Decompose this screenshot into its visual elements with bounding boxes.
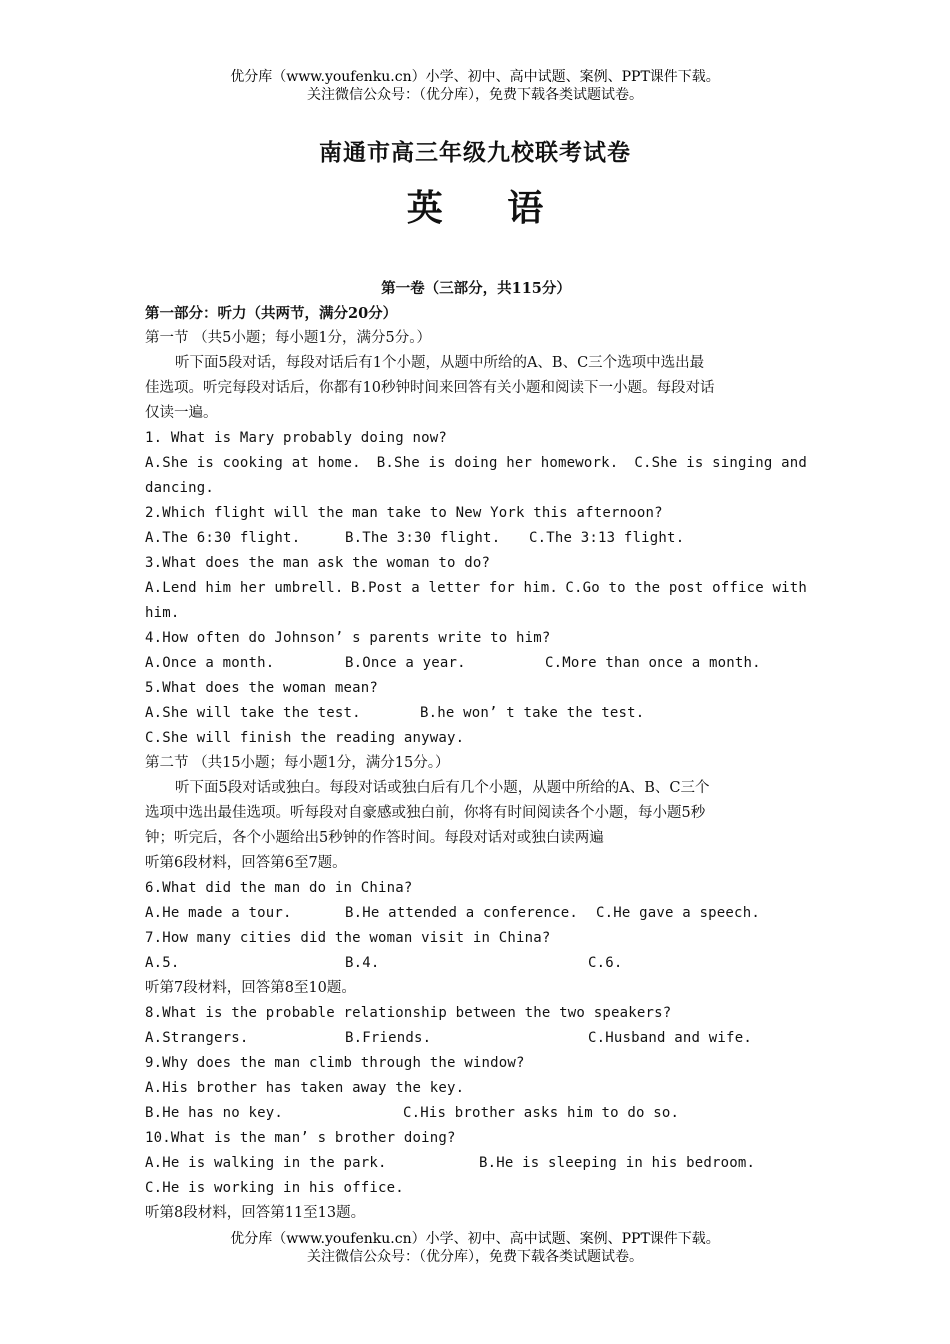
question-stem: 1. What is Mary probably doing now?	[145, 430, 448, 446]
option-b: B.He attended a conference.	[345, 905, 578, 921]
option-b: B.The 3:30 flight.	[345, 530, 501, 546]
option-c: C.Husband and wife.	[588, 1030, 752, 1046]
question-stem: 6.What did the man do in China?	[145, 880, 413, 896]
option-b: B.He is sleeping in his bedroom.	[479, 1155, 756, 1171]
material-heading: 听第8段材料，回答第11至13题。	[145, 1205, 366, 1221]
option-c: C.He gave a speech.	[596, 905, 760, 921]
exam-body	[145, 276, 807, 1226]
option-b: B.4.	[345, 955, 380, 971]
question-options	[145, 526, 807, 551]
part1-heading: 第一部分：听力（共两节，满分20分）	[145, 305, 398, 322]
question-stem: 7.How many cities did the woman visit in China?	[145, 930, 551, 946]
section2-instruction: 选项中选出最佳选项。听每段对自豪感或独白前，你将有时间阅读各个小题，每小题5秒	[145, 805, 706, 821]
option-c: C.6.	[588, 955, 623, 971]
section1-instruction: 佳选项。听完每段对话后，你都有10秒钟时间来回答有关小题和阅读下一小题。每段对话	[145, 380, 715, 396]
section2-heading: 第二节 （共15小题；每小题1分，满分15分。）	[145, 755, 450, 771]
watermark-line-2: 关注微信公众号：（优分库），免费下载各类试题试卷。	[307, 1249, 643, 1265]
option-a: A.She is cooking at home.	[145, 455, 361, 471]
question-options	[145, 1101, 807, 1126]
option-a: A.Strangers.	[145, 1030, 249, 1046]
option-c: C.She will finish the reading anyway.	[145, 730, 465, 746]
option-c-continued: dancing.	[145, 480, 215, 496]
option-c: C.The 3:13 flight.	[529, 530, 685, 546]
option-c: C.Go to the post office with	[565, 580, 807, 596]
option-b: B.Friends.	[345, 1030, 432, 1046]
watermark-header	[0, 68, 950, 104]
option-c: C.More than once a month.	[545, 655, 761, 671]
watermark-line-1: 优分库（www.youfenku.cn）小学、初中、高中试题、案例、PPT课件下载。	[230, 69, 720, 85]
option-c: C.He is working in his office.	[145, 1180, 404, 1196]
option-b: B.He has no key.	[145, 1105, 284, 1121]
option-a: A.5.	[145, 955, 180, 971]
option-a: A.His brother has taken away the key.	[145, 1080, 465, 1096]
section1-heading: 第一节 （共5小题；每小题1分，满分5分。）	[145, 330, 432, 346]
exam-title: 南通市高三年级九校联考试卷	[319, 139, 631, 166]
option-c: C.His brother asks him to do so.	[403, 1105, 680, 1121]
option-b: B.he won’ t take the test.	[420, 705, 645, 721]
exam-subject: 英 语	[406, 187, 570, 229]
question-stem: 2.Which flight will the man take to New York this afternoon?	[145, 505, 663, 521]
option-c-continued: him.	[145, 605, 180, 621]
option-a: A.Lend him her umbrell.	[145, 580, 344, 596]
option-c: C.She is singing and	[634, 455, 807, 471]
material-heading: 听第6段材料，回答第6至7题。	[145, 855, 347, 871]
material-heading: 听第7段材料，回答第8至10题。	[145, 980, 356, 996]
watermark-line-2: 关注微信公众号：（优分库），免费下载各类试题试卷。	[307, 87, 643, 103]
option-a: A.He is walking in the park.	[145, 1155, 387, 1171]
option-b: B.Post a letter for him.	[350, 580, 558, 596]
option-b: B.She is doing her homework.	[376, 455, 619, 471]
option-a: A.He made a tour.	[145, 905, 292, 921]
question-stem: 8.What is the probable relationship between the two speakers?	[145, 1005, 672, 1021]
option-a: A.The 6:30 flight.	[145, 530, 301, 546]
question-options	[145, 576, 807, 601]
question-options	[145, 901, 807, 926]
question-stem: 10.What is the man’ s brother doing?	[145, 1130, 456, 1146]
question-options	[145, 1151, 807, 1176]
volume-heading: 第一卷（三部分，共115分）	[381, 280, 571, 297]
option-a: A.Once a month.	[145, 655, 275, 671]
question-options	[145, 651, 807, 676]
question-stem: 4.How often do Johnson’ s parents write to him?	[145, 630, 551, 646]
question-options	[145, 701, 807, 726]
question-stem: 9.Why does the man climb through the window?	[145, 1055, 525, 1071]
option-b: B.Once a year.	[345, 655, 466, 671]
section1-instruction: 仅读一遍。	[145, 405, 218, 421]
option-a: A.She will take the test.	[145, 705, 361, 721]
watermark-footer	[0, 1230, 950, 1266]
question-options	[145, 1026, 807, 1051]
question-options	[145, 951, 807, 976]
watermark-line-1: 优分库（www.youfenku.cn）小学、初中、高中试题、案例、PPT课件下载。	[230, 1231, 720, 1247]
section1-instruction: 听下面5段对话，每段对话后有1个小题，从题中所给的A、B、C三个选项中选出最	[175, 355, 705, 371]
section2-instruction: 钟；听完后，各个小题给出5秒钟的作答时间。每段对话对或独白读两遍	[145, 830, 604, 846]
section2-instruction: 听下面5段对话或独白。每段对话或独白后有几个小题，从题中所给的A、B、C三个	[175, 780, 710, 796]
question-stem: 3.What does the man ask the woman to do?	[145, 555, 491, 571]
question-stem: 5.What does the woman mean?	[145, 680, 378, 696]
question-options	[145, 451, 807, 476]
